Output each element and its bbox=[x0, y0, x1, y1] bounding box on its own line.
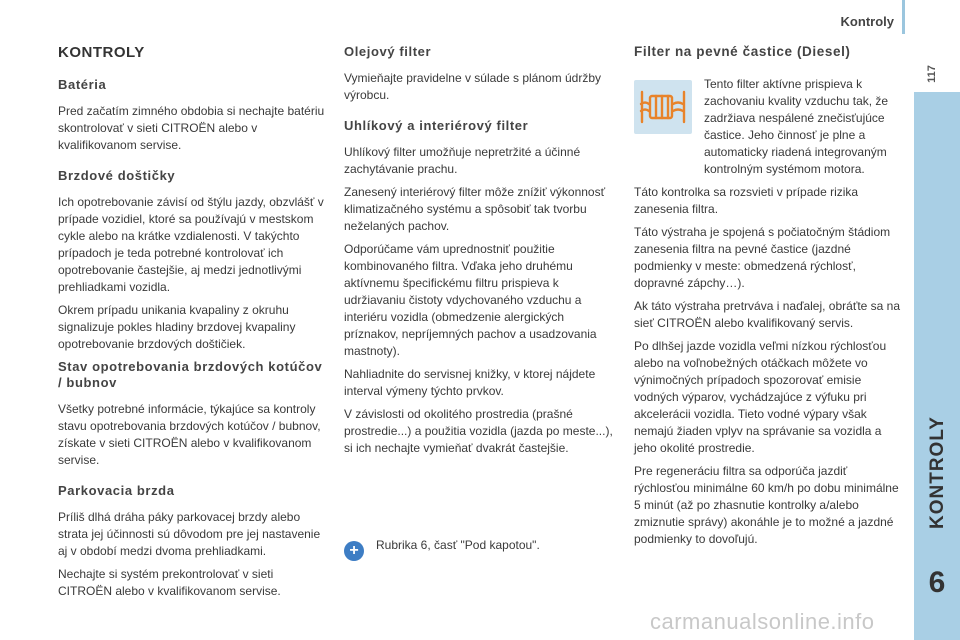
page-title: KONTROLY bbox=[58, 44, 145, 61]
paragraph: Pre regeneráciu filtra sa odporúča jazdiť rýchlosťou minimálne 60 km/h po dobu minimálne 5 minút (až po zhasnutie kontrolky a/alebo zmiznutie správy) akonáhle je to možné a jazdné podmienky to dovoľujú. bbox=[634, 464, 899, 546]
paragraph: Nechajte si systém prekontrolovať v sieti CITROËN alebo v kvalifikovanom servise. bbox=[58, 567, 281, 598]
paragraph: V závislosti od okolitého prostredia (prašné prostredie...) a použitia vozidla (jazda po meste...), si ich nechajte vymieňať dvakrát častejšie. bbox=[344, 407, 613, 455]
heading-uhlikovy-filter: Uhlíkový a interiérový filter bbox=[344, 118, 529, 133]
column-left bbox=[58, 40, 330, 606]
heading-olejovy-filter: Olejový filter bbox=[344, 44, 432, 59]
particle-filter-warning-icon bbox=[634, 80, 692, 134]
paragraph: Vymieňajte pravidelne v súlade s plánom údržby výrobcu. bbox=[344, 71, 602, 102]
plus-icon: + bbox=[344, 541, 364, 561]
column-middle bbox=[344, 40, 616, 463]
paragraph: Táto kontrolka sa rozsvieti v prípade rizika zanesenia filtra. bbox=[634, 185, 859, 216]
chapter-number: 6 bbox=[928, 566, 946, 599]
paragraph: Po dlhšej jazde vozidla veľmi nízkou rýchlosťou alebo na voľnobežných otáčkach môžete vo výnimočných prípadoch spozorovať emisie vodných výparov, vychádzajúce z výfuku pri akcelerácii vozidla. Tieto vodné výpary však nemajú žiaden vplyv na správanie sa vozidla a jeho okolité prostredie. bbox=[634, 339, 887, 455]
paragraph: Príliš dlhá dráha páky parkovacej brzdy alebo strata jej účinnosti sú dôvodom pre jej nastavenie aj v období medzi dvoma prehliadkami. bbox=[58, 510, 321, 558]
paragraph: Ich opotrebovanie závisí od štýlu jazdy, obzvlášť v prípade vozidiel, ktoré sa používajú v mestskom cykle alebo na krátke vzdialenosti. V takýchto prípadoch je teda potrebné kontrolovať ich opotrebovanie častejšie, aj medzi jednotlivými prehliadkami vozidla. bbox=[58, 195, 324, 294]
heading-parkovacia-brzda: Parkovacia brzda bbox=[58, 483, 175, 498]
heading-bateria: Batéria bbox=[58, 77, 107, 92]
paragraph: Tento filter aktívne prispieva k zachovaniu kvality vzduchu tak, že zadržiava nespálené znečisťujúce častice. Jeho činnosť je plne a automaticky riadená integrovaným kontrolným systémom motora. bbox=[704, 77, 889, 176]
page-header-title: Kontroly bbox=[840, 14, 894, 29]
paragraph: Uhlíkový filter umožňuje nepretržité a účinné zachytávanie prachu. bbox=[344, 145, 581, 176]
paragraph: Pred začatím zimného obdobia si nechajte batériu skontrolovať v sieti CITROËN alebo v kvalifikovanom servise. bbox=[58, 104, 325, 152]
paragraph: Okrem prípadu unikania kvapaliny z okruhu signalizuje pokles hladiny brzdovej kvapaliny opotrebovanie brzdových doštičiek. bbox=[58, 303, 296, 351]
page-number: 117 bbox=[926, 65, 938, 83]
watermark: carmanualsonline.info bbox=[650, 609, 875, 634]
paragraph: Zanesený interiérový filter môže znížiť výkonnosť klimatizačného systému a spôsobiť tak tvorbu neželaných pachov. bbox=[344, 185, 606, 233]
paragraph: Nahliadnite do servisnej knižky, v ktorej nájdete interval výmeny týchto prvkov. bbox=[344, 367, 596, 398]
paragraph: Odporúčame vám uprednostniť použitie kombinovaného filtra. Vďaka jeho druhému aktívnemu špecifickému filtru prispieva k udržiavaniu čistoty vdychovaného vzduchu a interiéru vozidla (obmedzenie alergických príznakov, nepríjemných pachov a usadzovania mastnoty). bbox=[344, 242, 597, 358]
paragraph: Táto výstraha je spojená s počiatočným štádiom zanesenia filtra na pevné častice (jazdné podmienky v meste: obmedzená rýchlosť, dopravné zápchy…). bbox=[634, 225, 891, 290]
heading-brzdove-dosticky: Brzdové doštičky bbox=[58, 168, 176, 183]
heading-dpf: Filter na pevné častice (Diesel) bbox=[634, 44, 851, 59]
chapter-sidebar bbox=[914, 92, 960, 640]
heading-kotuce: Stav opotrebovania brzdových kotúčov / bubnov bbox=[58, 359, 323, 390]
paragraph: Všetky potrebné informácie, týkajúce sa kontroly stavu opotrebovania brzdových kotúčov / bubnov, získate v sieti CITROËN alebo v kvalifikovanom servise. bbox=[58, 402, 321, 467]
paragraph: Ak táto výstraha pretrváva i naďalej, obráťte sa na sieť CITROËN alebo kvalifikovaný servis. bbox=[634, 299, 901, 330]
cross-reference: Rubrika 6, časť "Pod kapotou". bbox=[376, 538, 540, 552]
sidebar-section-label: KONTROLY bbox=[927, 416, 948, 529]
header-divider bbox=[902, 0, 905, 34]
